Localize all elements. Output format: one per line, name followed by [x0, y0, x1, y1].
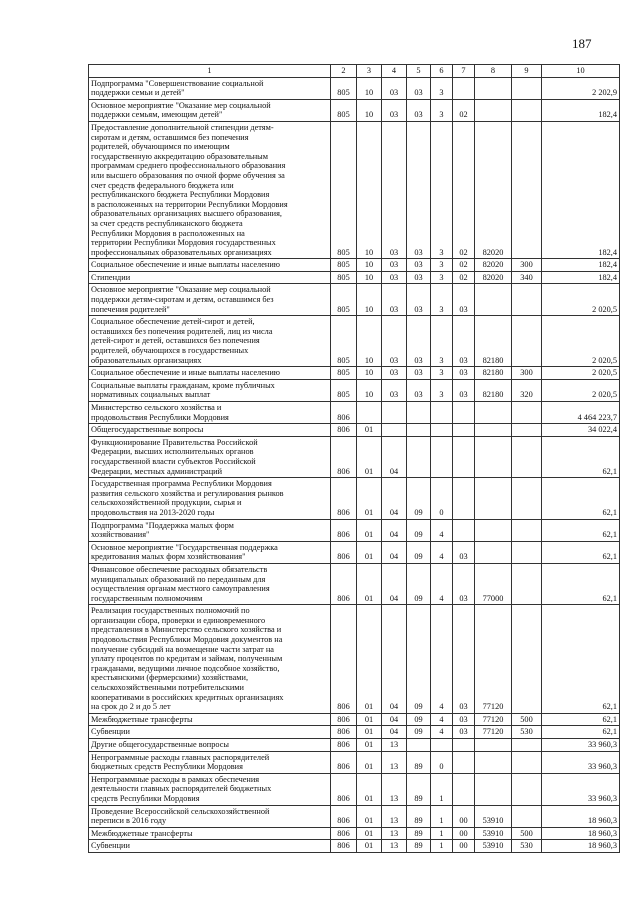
table-row: [89, 519, 620, 541]
subsection-cell: 04: [382, 563, 407, 604]
direction-cell: 77120: [475, 726, 512, 739]
program-cell: 03: [407, 284, 431, 316]
direction-cell: [475, 751, 512, 773]
activity-cell: 03: [453, 379, 475, 401]
expense-type-cell: [512, 99, 542, 121]
subprogram-cell: 4: [431, 605, 453, 714]
direction-cell: 53910: [475, 840, 512, 853]
section-cell: 01: [357, 840, 382, 853]
activity-cell: 03: [453, 284, 475, 316]
column-header: 10: [542, 65, 620, 78]
amount-cell: 182,4: [542, 271, 620, 284]
subsection-cell: 03: [382, 379, 407, 401]
row-name-cell: Общегосударственные вопросы: [89, 424, 331, 437]
program-cell: 03: [407, 316, 431, 367]
subsection-cell: 03: [382, 271, 407, 284]
column-header: 9: [512, 65, 542, 78]
program-cell: 09: [407, 541, 431, 563]
section-cell: 10: [357, 99, 382, 121]
row-name-cell: Основное мероприятие "Государственная поддержка кредитования малых форм хозяйствования": [89, 541, 331, 563]
program-cell: 09: [407, 713, 431, 726]
expense-type-cell: 320: [512, 379, 542, 401]
subprogram-cell: [431, 402, 453, 424]
direction-cell: 77120: [475, 713, 512, 726]
section-cell: 10: [357, 316, 382, 367]
program-cell: 03: [407, 271, 431, 284]
program-cell: 09: [407, 726, 431, 739]
table-row: [89, 436, 620, 477]
subsection-cell: 04: [382, 605, 407, 714]
program-cell: 89: [407, 751, 431, 773]
activity-cell: 02: [453, 271, 475, 284]
activity-cell: [453, 478, 475, 519]
amount-cell: 2 020,5: [542, 367, 620, 380]
column-header: 2: [331, 65, 357, 78]
table-row: [89, 402, 620, 424]
subsection-cell: 04: [382, 726, 407, 739]
activity-cell: [453, 77, 475, 99]
section-cell: 01: [357, 519, 382, 541]
subprogram-cell: 1: [431, 773, 453, 805]
amount-cell: 2 020,5: [542, 379, 620, 401]
activity-cell: [453, 436, 475, 477]
table-row: [89, 77, 620, 99]
row-name-cell: Социальные выплаты гражданам, кроме публичных нормативных социальных выплат: [89, 379, 331, 401]
admin-code-cell: 806: [331, 605, 357, 714]
activity-cell: [453, 773, 475, 805]
table-row: [89, 367, 620, 380]
amount-cell: 62,1: [542, 478, 620, 519]
program-cell: 03: [407, 367, 431, 380]
row-name-cell: Стипендии: [89, 271, 331, 284]
table-row: [89, 316, 620, 367]
expense-type-cell: [512, 605, 542, 714]
subsection-cell: 13: [382, 773, 407, 805]
table-row: [89, 478, 620, 519]
direction-cell: 77120: [475, 605, 512, 714]
subsection-cell: 04: [382, 519, 407, 541]
subprogram-cell: 4: [431, 519, 453, 541]
section-cell: 01: [357, 805, 382, 827]
subsection-cell: 04: [382, 478, 407, 519]
admin-code-cell: 806: [331, 563, 357, 604]
direction-cell: [475, 424, 512, 437]
table-row: [89, 259, 620, 272]
activity-cell: 03: [453, 713, 475, 726]
expense-type-cell: [512, 424, 542, 437]
activity-cell: [453, 402, 475, 424]
table-row: [89, 713, 620, 726]
page-number: 187: [572, 36, 592, 51]
expense-type-cell: [512, 77, 542, 99]
row-name-cell: Подпрограмма "Совершенствование социальной поддержки семьи и детей": [89, 77, 331, 99]
subprogram-cell: 3: [431, 379, 453, 401]
subsection-cell: 13: [382, 751, 407, 773]
subprogram-cell: 3: [431, 284, 453, 316]
activity-cell: 00: [453, 827, 475, 840]
admin-code-cell: 806: [331, 478, 357, 519]
expense-type-cell: [512, 402, 542, 424]
subprogram-cell: [431, 739, 453, 752]
row-name-cell: Межбюджетные трансферты: [89, 827, 331, 840]
admin-code-cell: 806: [331, 726, 357, 739]
subsection-cell: 03: [382, 121, 407, 258]
subsection-cell: 03: [382, 99, 407, 121]
admin-code-cell: 805: [331, 259, 357, 272]
section-cell: 01: [357, 739, 382, 752]
row-name-cell: Другие общегосударственные вопросы: [89, 739, 331, 752]
amount-cell: 62,1: [542, 563, 620, 604]
subsection-cell: 13: [382, 805, 407, 827]
row-name-cell: Социальное обеспечение и иные выплаты населению: [89, 367, 331, 380]
program-cell: [407, 739, 431, 752]
admin-code-cell: 805: [331, 271, 357, 284]
row-name-cell: Межбюджетные трансферты: [89, 713, 331, 726]
direction-cell: [475, 739, 512, 752]
subsection-cell: 13: [382, 827, 407, 840]
column-header: 8: [475, 65, 512, 78]
program-cell: [407, 402, 431, 424]
program-cell: 89: [407, 827, 431, 840]
column-number-header-row: [89, 65, 620, 78]
table-row: [89, 379, 620, 401]
subsection-cell: [382, 424, 407, 437]
section-cell: 10: [357, 259, 382, 272]
subsection-cell: 13: [382, 739, 407, 752]
activity-cell: 00: [453, 805, 475, 827]
subsection-cell: 04: [382, 541, 407, 563]
row-name-cell: Реализация государственных полномочий по организации сбора, проверки и единовременного представления в Министерство сельского хозяйства и продовольствия Республики Мордовия документов на получение субсидий на возмещение части затрат на уплату процентов по кредитам и займам, полученным гражданами, ведущими личное подсобное хозяйство, крестьянскими (фермерскими) хозяйствами, сельскохозяйственными потребительскими кооперативами в российских кредитных организациях на срок до 2 и до 5 лет: [89, 605, 331, 714]
subsection-cell: 03: [382, 259, 407, 272]
subprogram-cell: 3: [431, 99, 453, 121]
amount-cell: 62,1: [542, 541, 620, 563]
budget-table: [88, 64, 620, 853]
program-cell: 89: [407, 840, 431, 853]
expense-type-cell: [512, 805, 542, 827]
table-row: [89, 271, 620, 284]
row-name-cell: Субвенции: [89, 726, 331, 739]
subprogram-cell: [431, 424, 453, 437]
table-row: [89, 605, 620, 714]
subprogram-cell: 3: [431, 259, 453, 272]
section-cell: 01: [357, 773, 382, 805]
table-row: [89, 121, 620, 258]
direction-cell: 53910: [475, 805, 512, 827]
amount-cell: 2 202,9: [542, 77, 620, 99]
subprogram-cell: 4: [431, 541, 453, 563]
activity-cell: 03: [453, 563, 475, 604]
amount-cell: 62,1: [542, 519, 620, 541]
expense-type-cell: 500: [512, 713, 542, 726]
activity-cell: 02: [453, 99, 475, 121]
table-row: [89, 541, 620, 563]
activity-cell: [453, 751, 475, 773]
expense-type-cell: 300: [512, 259, 542, 272]
subprogram-cell: 3: [431, 271, 453, 284]
amount-cell: 34 022,4: [542, 424, 620, 437]
section-cell: 01: [357, 478, 382, 519]
table-row: [89, 563, 620, 604]
subsection-cell: 04: [382, 713, 407, 726]
section-cell: 01: [357, 563, 382, 604]
section-cell: [357, 402, 382, 424]
direction-cell: [475, 773, 512, 805]
row-name-cell: Подпрограмма "Поддержка малых форм хозяйствования": [89, 519, 331, 541]
admin-code-cell: 805: [331, 316, 357, 367]
admin-code-cell: 805: [331, 379, 357, 401]
activity-cell: 03: [453, 605, 475, 714]
direction-cell: [475, 436, 512, 477]
admin-code-cell: 806: [331, 519, 357, 541]
row-name-cell: Непрограммные расходы главных распорядителей бюджетных средств Республики Мордовия: [89, 751, 331, 773]
direction-cell: 77000: [475, 563, 512, 604]
activity-cell: 03: [453, 541, 475, 563]
direction-cell: [475, 478, 512, 519]
program-cell: 03: [407, 379, 431, 401]
section-cell: 10: [357, 271, 382, 284]
amount-cell: 62,1: [542, 726, 620, 739]
subsection-cell: 13: [382, 840, 407, 853]
amount-cell: 182,4: [542, 259, 620, 272]
admin-code-cell: 806: [331, 773, 357, 805]
row-name-cell: Социальное обеспечение детей-сирот и детей, оставшихся без попечения родителей, лиц из числа детей-сирот и детей, оставшихся без попечения родителей, обучающихся в государственных образовательных организациях: [89, 316, 331, 367]
section-cell: 01: [357, 605, 382, 714]
expense-type-cell: 300: [512, 367, 542, 380]
row-name-cell: Непрограммные расходы в рамках обеспечения деятельности главных распорядителей бюджетных средств Республики Мордовия: [89, 773, 331, 805]
row-name-cell: Основное мероприятие "Оказание мер социальной поддержки семьям, имеющим детей": [89, 99, 331, 121]
subprogram-cell: 4: [431, 563, 453, 604]
activity-cell: [453, 519, 475, 541]
program-cell: 09: [407, 519, 431, 541]
admin-code-cell: 806: [331, 739, 357, 752]
subprogram-cell: 3: [431, 367, 453, 380]
column-header: 4: [382, 65, 407, 78]
subprogram-cell: 1: [431, 827, 453, 840]
expense-type-cell: 500: [512, 827, 542, 840]
program-cell: [407, 424, 431, 437]
activity-cell: 02: [453, 259, 475, 272]
section-cell: 01: [357, 713, 382, 726]
expense-type-cell: [512, 773, 542, 805]
expense-type-cell: [512, 751, 542, 773]
expense-type-cell: 340: [512, 271, 542, 284]
amount-cell: 2 020,5: [542, 316, 620, 367]
direction-cell: [475, 284, 512, 316]
table-row: [89, 827, 620, 840]
subprogram-cell: 1: [431, 805, 453, 827]
amount-cell: 2 020,5: [542, 284, 620, 316]
direction-cell: [475, 77, 512, 99]
row-name-cell: Министерство сельского хозяйства и продовольствия Республики Мордовия: [89, 402, 331, 424]
activity-cell: [453, 739, 475, 752]
expense-type-cell: [512, 519, 542, 541]
activity-cell: 02: [453, 121, 475, 258]
table-row: [89, 751, 620, 773]
column-header: 6: [431, 65, 453, 78]
program-cell: 03: [407, 99, 431, 121]
table-row: [89, 99, 620, 121]
direction-cell: 82020: [475, 121, 512, 258]
subprogram-cell: 3: [431, 316, 453, 367]
subsection-cell: 04: [382, 436, 407, 477]
section-cell: 01: [357, 827, 382, 840]
subsection-cell: 03: [382, 284, 407, 316]
subprogram-cell: [431, 436, 453, 477]
subprogram-cell: 1: [431, 840, 453, 853]
direction-cell: 53910: [475, 827, 512, 840]
amount-cell: 18 960,3: [542, 805, 620, 827]
row-name-cell: Государственная программа Республики Мордовия развития сельского хозяйства и регулирования рынков сельскохозяйственной продукции, сырья и продовольствия на 2013-2020 годы: [89, 478, 331, 519]
column-header: 7: [453, 65, 475, 78]
subprogram-cell: 4: [431, 726, 453, 739]
row-name-cell: Функционирование Правительства Российской Федерации, высших исполнительных органов государственной власти субъектов Российской Федерации, местных администраций: [89, 436, 331, 477]
column-header: 1: [89, 65, 331, 78]
table-row: [89, 840, 620, 853]
subsection-cell: 03: [382, 77, 407, 99]
amount-cell: 182,4: [542, 99, 620, 121]
program-cell: [407, 436, 431, 477]
amount-cell: 182,4: [542, 121, 620, 258]
expense-type-cell: [512, 541, 542, 563]
section-cell: 10: [357, 284, 382, 316]
amount-cell: 4 464 223,7: [542, 402, 620, 424]
admin-code-cell: 805: [331, 121, 357, 258]
direction-cell: [475, 519, 512, 541]
section-cell: 10: [357, 77, 382, 99]
amount-cell: 62,1: [542, 713, 620, 726]
activity-cell: 00: [453, 840, 475, 853]
admin-code-cell: 805: [331, 77, 357, 99]
table-row: [89, 773, 620, 805]
row-name-cell: Основное мероприятие "Оказание мер социальной поддержки детям-сиротам и детям, оставшимся без попечения родителей": [89, 284, 331, 316]
admin-code-cell: 806: [331, 424, 357, 437]
expense-type-cell: [512, 739, 542, 752]
table-row: [89, 424, 620, 437]
section-cell: 10: [357, 367, 382, 380]
activity-cell: [453, 424, 475, 437]
amount-cell: 33 960,3: [542, 773, 620, 805]
subsection-cell: [382, 402, 407, 424]
direction-cell: 82180: [475, 367, 512, 380]
direction-cell: 82180: [475, 316, 512, 367]
admin-code-cell: 806: [331, 840, 357, 853]
row-name-cell: Субвенции: [89, 840, 331, 853]
admin-code-cell: 806: [331, 436, 357, 477]
program-cell: 03: [407, 121, 431, 258]
admin-code-cell: 806: [331, 713, 357, 726]
amount-cell: 33 960,3: [542, 739, 620, 752]
subsection-cell: 03: [382, 367, 407, 380]
expense-type-cell: [512, 316, 542, 367]
section-cell: 01: [357, 726, 382, 739]
subsection-cell: 03: [382, 316, 407, 367]
column-header: 5: [407, 65, 431, 78]
direction-cell: 82180: [475, 379, 512, 401]
table-row: [89, 284, 620, 316]
subprogram-cell: 0: [431, 478, 453, 519]
subprogram-cell: 3: [431, 121, 453, 258]
amount-cell: 33 960,3: [542, 751, 620, 773]
amount-cell: 62,1: [542, 436, 620, 477]
table-row: [89, 726, 620, 739]
admin-code-cell: 806: [331, 805, 357, 827]
column-header: 3: [357, 65, 382, 78]
program-cell: 09: [407, 605, 431, 714]
admin-code-cell: 806: [331, 751, 357, 773]
table-row: [89, 805, 620, 827]
program-cell: 03: [407, 259, 431, 272]
expense-type-cell: 530: [512, 840, 542, 853]
section-cell: 10: [357, 379, 382, 401]
amount-cell: 18 960,3: [542, 840, 620, 853]
admin-code-cell: 806: [331, 827, 357, 840]
activity-cell: 03: [453, 367, 475, 380]
direction-cell: [475, 99, 512, 121]
expense-type-cell: [512, 436, 542, 477]
program-cell: 89: [407, 773, 431, 805]
row-name-cell: Предоставление дополнительной стипендии детям- сиротам и детям, оставшимся без попечения родителей, обучающимся по имеющим государственную аккредитацию образовательным программам среднего профессионального образования или высшего образования по очной форме обучения за счет средств федерального бюджета или республиканского бюджета Республики Мордовия в расположенных на территории Республики Мордовия образовательных организациях высшего образования, за счет средств республиканского бюджета Республики Мордовия в расположенных на территории Республики Мордовия государственных профессиональных образовательных организациях: [89, 121, 331, 258]
direction-cell: [475, 402, 512, 424]
admin-code-cell: 806: [331, 402, 357, 424]
subprogram-cell: 4: [431, 713, 453, 726]
expense-type-cell: [512, 478, 542, 519]
activity-cell: 03: [453, 316, 475, 367]
admin-code-cell: 806: [331, 541, 357, 563]
section-cell: 01: [357, 541, 382, 563]
direction-cell: 82020: [475, 259, 512, 272]
expense-type-cell: [512, 284, 542, 316]
admin-code-cell: 805: [331, 284, 357, 316]
direction-cell: [475, 541, 512, 563]
activity-cell: 03: [453, 726, 475, 739]
section-cell: 10: [357, 121, 382, 258]
admin-code-cell: 805: [331, 99, 357, 121]
admin-code-cell: 805: [331, 367, 357, 380]
program-cell: 89: [407, 805, 431, 827]
section-cell: 01: [357, 424, 382, 437]
row-name-cell: Проведение Всероссийской сельскохозяйственной переписи в 2016 году: [89, 805, 331, 827]
direction-cell: 82020: [475, 271, 512, 284]
row-name-cell: Финансовое обеспечение расходных обязательств муниципальных образований по переданным для осуществления органам местного самоуправления государственным полномочиям: [89, 563, 331, 604]
program-cell: 09: [407, 563, 431, 604]
expense-type-cell: 530: [512, 726, 542, 739]
subprogram-cell: 3: [431, 77, 453, 99]
amount-cell: 62,1: [542, 605, 620, 714]
expense-type-cell: [512, 563, 542, 604]
program-cell: 09: [407, 478, 431, 519]
section-cell: 01: [357, 751, 382, 773]
subprogram-cell: 0: [431, 751, 453, 773]
table-row: [89, 739, 620, 752]
program-cell: 03: [407, 77, 431, 99]
amount-cell: 18 960,3: [542, 827, 620, 840]
expense-type-cell: [512, 121, 542, 258]
section-cell: 01: [357, 436, 382, 477]
row-name-cell: Социальное обеспечение и иные выплаты населению: [89, 259, 331, 272]
